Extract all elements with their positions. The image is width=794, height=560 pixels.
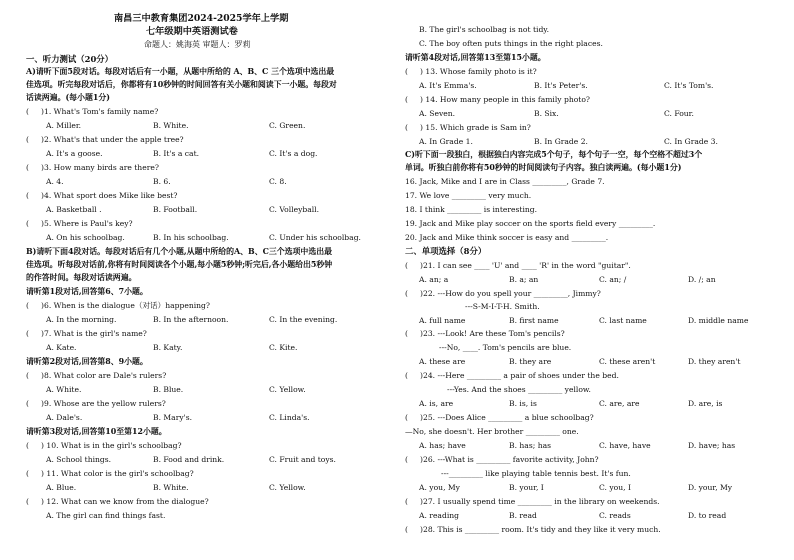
q3-option-c: C. 8.: [269, 177, 287, 186]
answer-bracket[interactable]: (: [405, 329, 421, 338]
q13-option-c: C. It's Tom's.: [664, 81, 714, 90]
question-text: ) 14. How many people in this family photo?: [420, 95, 591, 104]
q2-option-b: B. It's a cat.: [153, 149, 200, 158]
q9-option-a: A. Dale's.: [46, 413, 83, 422]
answer-bracket[interactable]: (: [405, 497, 421, 506]
question-text: )3. How many birds are there?: [41, 163, 159, 172]
question-text: )7. What is the girl's name?: [41, 329, 147, 338]
part-b-instruction-line3: 的作答时间。每段对话读两遍。: [26, 273, 137, 282]
q24-reply: ---Yes. And the shoes _________ yellow.: [447, 385, 591, 394]
q23-reply: ---No, ____. Tom's pencils are blue.: [439, 343, 572, 352]
q27-option-c: C. reads: [599, 511, 631, 520]
q3-option-a: A. 4.: [46, 177, 64, 186]
question-text: )26. ---What is _________ favorite activity, John?: [420, 455, 599, 464]
part-a-instruction-line2: 佳选项。听完每段对话后，你都将有10秒钟的时间回答有关小题和阅读下一小题。每段对: [26, 80, 337, 89]
answer-bracket[interactable]: (: [26, 399, 42, 408]
part-a-instruction-line1: A)请听下面5段对话。每段对话后有一小题，从题中所给的 A、B、C 三个选项中选出最: [26, 67, 335, 76]
q22-option-c: C. last name: [599, 316, 647, 325]
q15-option-c: C. In Grade 3.: [664, 137, 718, 146]
q8-option-b: B. Blue.: [153, 385, 184, 394]
q4-option-c: C. Volleyball.: [269, 205, 320, 214]
question-text: )23. ---Look! Are these Tom's pencils?: [420, 329, 565, 338]
q26-option-b: B. your, I: [509, 483, 544, 492]
question-text: )22. ---How do you spell your _________, Jimmy?: [420, 289, 601, 298]
answer-bracket[interactable]: (: [405, 95, 421, 104]
q5-option-c: C. Under his schoolbag.: [269, 233, 361, 242]
question-text: ) 10. What is in the girl's schoolbag?: [41, 441, 182, 450]
conversation-1-heading: 请听第1段对话,回答第6、7小题。: [26, 287, 148, 296]
question-text: ) 13. Whose family photo is it?: [420, 67, 537, 76]
q4-option-b: B. Football.: [153, 205, 198, 214]
q15-option-a: A. In Grade 1.: [419, 137, 473, 146]
q22-option-d: D. middle name: [688, 316, 749, 325]
q11-option-a: A. Blue.: [46, 483, 77, 492]
q5-option-b: B. In his schoolbag.: [153, 233, 229, 242]
q27-option-a: A. reading: [419, 511, 460, 520]
q24-option-b: B. is, is: [509, 399, 537, 408]
question-22: [405, 289, 601, 299]
answer-bracket[interactable]: (: [26, 191, 42, 200]
q4-option-a: A. Basketball .: [46, 205, 102, 214]
q9-option-b: B. Mary's.: [153, 413, 193, 422]
section-listening: 一、听力测试（20分）: [26, 54, 114, 64]
question-21: [405, 261, 631, 271]
q8-option-a: A. White.: [46, 385, 82, 394]
answer-bracket[interactable]: (: [26, 135, 42, 144]
question-25: [405, 413, 594, 423]
question-7: [26, 329, 147, 339]
q12-option-c: C. The boy often puts things in the right places.: [419, 39, 603, 48]
section-multiple-choice: 二、单项选择（8分）: [405, 246, 487, 256]
answer-bracket[interactable]: (: [405, 289, 421, 298]
q10-option-a: A. School things.: [46, 455, 112, 464]
q26-option-c: C. you, I: [599, 483, 631, 492]
answer-bracket[interactable]: (: [405, 455, 421, 464]
part-b-instruction-line2: 佳选项。听每段对话前,你将有时间阅读各个小题,每小题5秒钟;听完后,各小题给出5秒钟: [26, 260, 333, 269]
q24-option-c: C. are, are: [599, 399, 640, 408]
q5-option-a: A. On his schoolbag.: [46, 233, 125, 242]
part-c-instruction-line2: 单词。听独白前你将有50秒钟的时间阅读句子内容。独白读两遍。(每小题1分): [405, 163, 682, 172]
answer-bracket[interactable]: (: [26, 371, 42, 380]
q26-reply: ---_________ like playing table tennis best. It's fun.: [441, 469, 631, 478]
answer-bracket[interactable]: (: [405, 261, 421, 270]
question-1: [26, 107, 158, 117]
q6-option-b: B. In the afternoon.: [153, 315, 229, 324]
q14-option-a: A. Seven.: [419, 109, 456, 118]
q21-option-a: A. an; a: [419, 275, 449, 284]
question-text: )1. What's Tom's family name?: [41, 107, 159, 116]
question-3: [26, 163, 159, 173]
q6-option-a: A. In the morning.: [46, 315, 117, 324]
question-9: [26, 399, 166, 409]
answer-bracket[interactable]: (: [405, 413, 421, 422]
question-27: [405, 497, 660, 507]
question-24: [405, 371, 619, 381]
answer-bracket[interactable]: (: [26, 163, 42, 172]
q6-option-c: C. In the evening.: [269, 315, 338, 324]
q22-option-a: A. full name: [419, 316, 466, 325]
q1-option-b: B. White.: [153, 121, 189, 130]
question-28: [405, 525, 661, 535]
question-26: [405, 455, 599, 465]
answer-bracket[interactable]: (: [26, 497, 42, 506]
q2-option-a: A. It's a goose.: [46, 149, 103, 158]
exam-authors: 命题人：姚海英 审题人：罗莉: [144, 40, 251, 49]
question-11: [26, 469, 194, 479]
answer-bracket[interactable]: (: [405, 123, 421, 132]
q9-option-c: C. Linda's.: [269, 413, 310, 422]
question-text: )25. ---Does Alice _________ a blue schoolbag?: [420, 413, 594, 422]
question-6: [26, 301, 210, 311]
q1-option-c: C. Green.: [269, 121, 306, 130]
q11-option-c: C. Yellow.: [269, 483, 306, 492]
question-text: ) 15. Which grade is Sam in?: [420, 123, 531, 132]
q12-option-a: A. The girl can find things fast.: [46, 511, 166, 520]
q13-option-b: B. It's Peter's.: [534, 81, 588, 90]
q14-option-c: C. Four.: [664, 109, 694, 118]
sentence-16[interactable]: 16. Jack, Mike and I are in Class _________, Grade 7.: [405, 177, 605, 186]
q25-option-c: C. have, have: [599, 441, 651, 450]
question-text: ) 11. What color is the girl's schoolbag?: [41, 469, 194, 478]
exam-subtitle: 七年级期中英语测试卷: [146, 26, 238, 37]
question-2: [26, 135, 184, 145]
question-text: )21. I can see ____ 'U' and ____ 'R' in the word "guitar".: [420, 261, 631, 270]
conversation-3-heading: 请听第3段对话,回答第10至第12小题。: [26, 427, 167, 436]
part-b-instruction-line1: B)请听下面4段对话。每段对话后有几个小题,从题中所给的A、B、C三个选项中选出最: [26, 247, 332, 256]
q24-option-a: A. is, are: [419, 399, 454, 408]
question-14: [405, 95, 590, 105]
answer-bracket[interactable]: (: [26, 301, 42, 310]
q23-option-c: C. these aren't: [599, 357, 656, 366]
question-23: [405, 329, 565, 339]
question-8: [26, 371, 166, 381]
conversation-2-heading: 请听第2段对话,回答第8、9小题。: [26, 357, 148, 366]
question-4: [26, 191, 177, 201]
question-12: [26, 497, 209, 507]
q25-option-b: B. has; has: [509, 441, 552, 450]
q10-option-c: C. Fruit and toys.: [269, 455, 336, 464]
answer-bracket[interactable]: (: [26, 469, 42, 478]
answer-bracket[interactable]: (: [405, 371, 421, 380]
q22-reply: ---S-M-I-T-H. Smith.: [465, 302, 540, 311]
question-15: [405, 123, 531, 133]
q22-option-b: B. first name: [509, 316, 559, 325]
q24-option-d: D. are, is: [688, 399, 723, 408]
sentence-18[interactable]: 18. I think _________ is interesting.: [405, 205, 538, 214]
q15-option-b: B. In Grade 2.: [534, 137, 588, 146]
answer-bracket[interactable]: (: [405, 67, 421, 76]
q7-option-c: C. Kite.: [269, 343, 298, 352]
conversation-4-heading: 请听第4段对话,回答第13至第15小题。: [405, 53, 546, 62]
question-text: )24. ---Here _________ a pair of shoes under the bed.: [420, 371, 619, 380]
q2-option-c: C. It's a dog.: [269, 149, 318, 158]
exam-title: 南昌三中教育集团2024-2025学年上学期: [114, 13, 289, 24]
answer-bracket[interactable]: (: [26, 107, 42, 116]
question-text: )4. What sport does Mike like best?: [41, 191, 178, 200]
q11-option-b: B. White.: [153, 483, 189, 492]
question-text: )2. What's that under the apple tree?: [41, 135, 184, 144]
answer-bracket[interactable]: (: [26, 219, 42, 228]
q23-option-b: B. they are: [509, 357, 552, 366]
q7-option-b: B. Katy.: [153, 343, 183, 352]
question-13: [405, 67, 537, 77]
part-a-instruction-line3: 话读两遍。(每小题1分): [26, 93, 110, 102]
q23-option-a: A. these are: [419, 357, 466, 366]
q8-option-c: C. Yellow.: [269, 385, 306, 394]
question-10: [26, 441, 182, 451]
q14-option-b: B. Six.: [534, 109, 559, 118]
q21-option-d: D. /; an: [688, 275, 716, 284]
question-5: [26, 219, 133, 229]
q26-option-a: A. you, My: [419, 483, 460, 492]
q10-option-b: B. Food and drink.: [153, 455, 225, 464]
question-text: )8. What color are Dale's rulers?: [41, 371, 167, 380]
question-text: )28. This is _________ room. It's tidy and they like it very much.: [420, 525, 661, 534]
sentence-17[interactable]: 17. We love _________ very much.: [405, 191, 532, 200]
q21-option-c: C. an; /: [599, 275, 627, 284]
q25-option-d: D. have; has: [688, 441, 736, 450]
answer-bracket[interactable]: (: [26, 441, 42, 450]
q23-option-d: D. they aren't: [688, 357, 741, 366]
question-text: )6. When is the dialogue（对话）happening?: [41, 301, 210, 310]
q25-reply: —No, she doesn't. Her brother _________ one.: [405, 427, 579, 436]
sentence-20[interactable]: 20. Jack and Mike think soccer is easy and _________.: [405, 233, 609, 242]
part-c-instruction-line1: C)听下面一段独白，根据独白内容完成5个句子，每个句子一空，每个空格不超过3个: [405, 150, 703, 159]
q27-option-b: B. read: [509, 511, 537, 520]
q12-option-b: B. The girl's schoolbag is not tidy.: [419, 25, 549, 34]
q27-option-d: D. to read: [688, 511, 727, 520]
q7-option-a: A. Kate.: [46, 343, 77, 352]
q13-option-a: A. It's Emma's.: [419, 81, 477, 90]
question-text: )9. Whose are the yellow rulers?: [41, 399, 166, 408]
q25-option-a: A. has; have: [419, 441, 466, 450]
sentence-19[interactable]: 19. Jack and Mike play soccer on the sports field every _________.: [405, 219, 656, 228]
question-text: )5. Where is Paul's key?: [41, 219, 133, 228]
q3-option-b: B. 6.: [153, 177, 171, 186]
q21-option-b: B. a; an: [509, 275, 539, 284]
q26-option-d: D. your, My: [688, 483, 733, 492]
answer-bracket[interactable]: (: [26, 329, 42, 338]
answer-bracket[interactable]: (: [405, 525, 421, 534]
q1-option-a: A. Miller.: [46, 121, 82, 130]
question-text: ) 12. What can we know from the dialogue?: [41, 497, 209, 506]
question-text: )27. I usually spend time _________ in the library on weekends.: [420, 497, 660, 506]
